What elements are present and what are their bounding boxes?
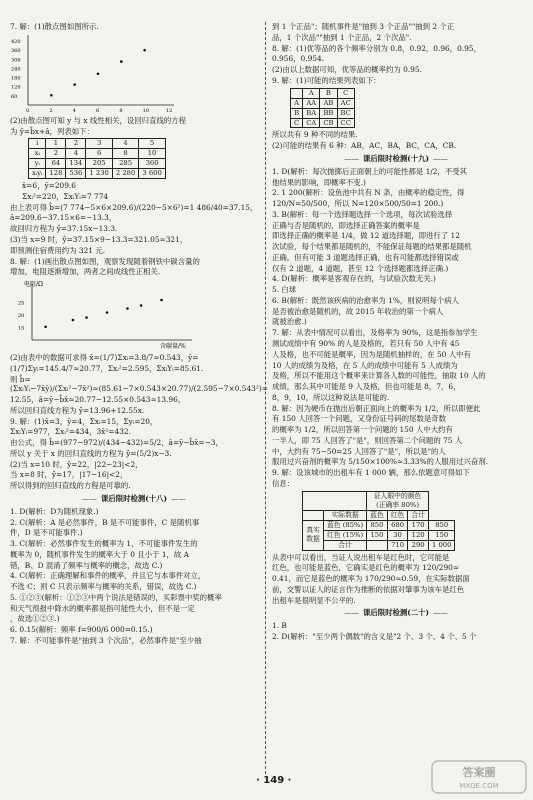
answer-line: 红色，也可能是蓝色，它确实是红色的概率为 120/290≈ <box>272 563 460 573</box>
table-cell: xᵢ <box>29 149 46 159</box>
q7-line: (2)由散点图可知 y 与 x 线性相关，设回归直线的方程 <box>10 115 187 125</box>
answer-line: ，故选①②③.) <box>10 614 60 624</box>
table-cell: 红色 (15%) <box>324 530 367 540</box>
answer-line: 2. D(解析："至少两个偶数"的含义是"2 个、3 个、4 个、5 个 <box>272 631 477 641</box>
answer-line: (2)可能的结果有 6 种：AB，AC，BA，BC，CA，CB. <box>272 141 457 151</box>
witness-subhead: (正确率 80%) <box>376 500 420 509</box>
table-cell: 850 <box>428 520 454 530</box>
table-cell: 850 <box>367 520 388 530</box>
table-cell <box>291 88 303 98</box>
right-column <box>272 22 520 643</box>
table-cell: CB <box>320 118 337 128</box>
table-cell: i <box>29 139 46 149</box>
answer-line: 8. 解：(1)优等品的各个频率分别为 0.8，0.92，0.96，0.95， <box>272 43 481 53</box>
y-tick-label: 420 <box>11 38 21 45</box>
watermark-logo-icon <box>431 760 527 794</box>
table-row <box>303 540 455 550</box>
answer-line: 9. 解：设该城市的出租车有 1 000 辆，那么依题意可得如下 <box>272 468 470 478</box>
section-19-q9 <box>272 468 520 489</box>
answer-line: 及格，所以不能用这个概率来计算各人数的可能性，抽取 10 人的 <box>272 371 486 381</box>
table-cell: 285 <box>112 159 138 169</box>
answer-line: 正确，但有可能 3 道题选择正确，也有可能都选择错误或 <box>272 252 459 262</box>
table-cell: C <box>291 118 303 128</box>
answer-line: 的概率为 1/2，所以回答第一个问题的 150 人中大约有 <box>272 425 453 435</box>
data-point <box>120 60 123 63</box>
table-cell: A <box>291 98 303 108</box>
table-cell: 蓝色 (85%) <box>324 520 367 530</box>
table-cell: 2 280 <box>112 169 138 179</box>
table-cell <box>303 510 324 520</box>
q7-calc: 即预测住宿费用约为 321 元. <box>10 245 106 255</box>
section-20-answers <box>272 621 520 642</box>
y-tick-label: 25 <box>18 300 25 307</box>
answer-line: 8，9，10，所以这种说法是可能的. <box>272 392 390 402</box>
q8-line: 8. 解：(1)画出散点图如图，观察发现随着钢铁中碳含量的 <box>10 256 200 266</box>
x-tick-label: 12 <box>166 107 173 114</box>
table-cell: 205 <box>86 159 112 169</box>
answer-line: 不选 C；则 C 只表示频率与概率的关系，错误，故选 C.) <box>10 582 197 592</box>
y-tick-label: 360 <box>11 47 21 54</box>
table-cell: 134 <box>66 159 86 169</box>
q7-calc: x̄=6，ȳ=209.6 <box>22 181 76 191</box>
q8-line: 所以回归直线方程为 ŷ=13.96+12.55x. <box>10 405 145 415</box>
table-cell <box>367 491 429 510</box>
table-cell: 30 <box>387 530 408 540</box>
answer-line: 前，交警以证人的证言作为推断的依据对肇事为该车是红色 <box>272 584 465 594</box>
svg-text:MXQE.COM: MXQE.COM <box>459 782 499 790</box>
scatter-chart-q7 <box>10 33 258 115</box>
y-tick-label: 180 <box>11 75 21 82</box>
table-cell: 1 000 <box>428 540 454 550</box>
q7-calc: 由上表可得 b̂=(7 774−5×6×209.6)/(220−5×6²)=1 486/40=37.15， <box>10 202 258 212</box>
x-tick-label: 6 <box>96 107 100 114</box>
answer-line: 错，B、D 混淆了频率与概率的概念，故选 C.) <box>10 560 163 570</box>
answer-line: 概率为 0，随机事件发生的概率大于 0 且小于 1，故 A <box>10 549 190 559</box>
table-cell: 真实数据 <box>303 520 324 550</box>
y-tick-label: 20 <box>18 313 25 320</box>
section-18-answers <box>10 507 258 646</box>
table-cell: C <box>337 88 354 98</box>
table-cell: 4 <box>66 149 86 159</box>
table-cell: 3 <box>86 139 112 149</box>
x-tick-label: 2 <box>49 107 53 114</box>
answer-line: 次试验，每个结果都是随机的，不能保证每题的结果都是随机 <box>272 242 472 252</box>
answer-line: 0.41，而它是蓝色的概率为 170/290≈0.59，在实际数据面 <box>272 574 470 584</box>
answer-line: 2. C(解析：A 是必然事件，B 是不可能事件，C 是随机事 <box>10 517 200 527</box>
section-19-answers <box>272 167 520 403</box>
scatter-plot-q8 <box>10 278 210 352</box>
y-tick-label: 240 <box>11 66 21 73</box>
answer-line: 仅有 2 道题，4 道题，甚至 12 个选择题都选择正确.) <box>272 263 449 273</box>
answer-line: 即选择正确的概率是 1/4，做 12 道选择题，即进行了 12 <box>272 231 460 241</box>
answer-line: 成绩，那么其中可能是 9 人及格，但也可能是 8，7，6， <box>272 382 461 392</box>
q9-line: 所以 y 关于 x 的回归直线的方程为 ŷ=(5/2)x−3. <box>10 448 172 458</box>
answer-line: 8. 解：因为硬币在抛出后朝正面向上的概率为 1/2，所以即便此 <box>272 403 481 413</box>
x-tick-label: 0 <box>26 107 30 114</box>
table-cell: 2 <box>46 149 66 159</box>
table-cell: A <box>303 88 320 98</box>
table-cell: yᵢ <box>29 159 46 169</box>
data-point <box>126 307 129 310</box>
data-point <box>44 326 47 329</box>
q8-line: (1/7)Σyᵢ=145.4/7≈20.77，Σxᵢ²=2.595，ΣxᵢYᵢ=85.61. <box>10 363 204 373</box>
answer-line: 9. 解：(1)可能的结果列表如下： <box>272 75 381 85</box>
table-row <box>291 118 355 128</box>
q7-calc: (3)当 x=9 时，ŷ=37.15×9−13.3=321.05≈321， <box>10 235 188 244</box>
data-point <box>106 311 109 314</box>
data-point <box>160 299 163 302</box>
table-cell: 536 <box>66 169 86 179</box>
table-cell: 合计 <box>324 540 367 550</box>
scatter-chart-q8 <box>10 278 258 352</box>
witness-conclusion <box>272 553 520 606</box>
q7-calc: â=209.6−37.15×6=−13.3， <box>10 213 117 223</box>
scatter-plot-q7 <box>10 33 180 115</box>
answer-line: 3. B(解析：每一个选择题选择一个选项，每次试验选择 <box>272 209 453 219</box>
table-cell: 290 <box>408 540 429 550</box>
table-cell: AA <box>303 98 320 108</box>
answer-line: 他结果的影响，即概率不变.) <box>272 177 366 187</box>
x-tick-label: 10 <box>142 107 150 114</box>
answer-line: 正确与否是随机的，即选择正确答案的概率是 <box>272 220 420 230</box>
q8-line: (2)由表中的数据可求得 x̄=(1/7)Σxᵢ=3.8/7≈0.543，ȳ= <box>10 353 199 363</box>
answer-line: 件，D 是不可能事件.) <box>10 528 83 538</box>
left-column <box>10 22 268 647</box>
answer-line: 到 1 个正品"；随机事件是"抽到 3 个正品""抽到 2 个正 <box>272 22 455 31</box>
table-row <box>291 88 355 98</box>
table-cell: AB <box>320 98 337 108</box>
y-tick-label: 60 <box>11 93 18 100</box>
answer-line: 一半人，即 75 人回答了"是"，则回答第二个问题的 75 人 <box>272 435 463 445</box>
table-row <box>29 149 166 159</box>
answer-line: 有 150 人回答一个问题，又身份证号码的尾数是奇数 <box>272 414 447 424</box>
q8-line: 增加，电阻逐渐增加，两者之间成线性正相关. <box>10 267 161 277</box>
table-cell: BC <box>337 108 354 118</box>
answer-line: (2)由以上数据可知，优等品的概率约为 0.95. <box>272 65 422 75</box>
table-cell: 红色 <box>387 510 408 520</box>
answer-line: 10 人的成绩为及格，在 5 人的成绩中可能有 5 人成绩为 <box>272 360 458 370</box>
answer-line: 服用过兴奋剂的概率为 5/150×100%≈3.33%的人服用过兴奋剂. <box>272 457 489 467</box>
table-row <box>291 98 355 108</box>
table-cell: 6 <box>86 149 112 159</box>
q7-calc: 故回归方程为 ŷ=37.15x−13.3. <box>10 224 118 234</box>
q7-data-table <box>28 138 166 179</box>
table-cell: 170 <box>408 520 429 530</box>
q9-line: ΣxᵢYᵢ=977，Σxᵢ²=434，3x̄²=432. <box>10 427 131 437</box>
section-heading-18: —— 课后限时检测(十八) —— <box>10 494 258 504</box>
answer-line: 2. 1 200(解析：设鱼池中共有 N 条，由概率的稳定性，得 <box>272 188 465 198</box>
table-cell: B <box>291 108 303 118</box>
data-point <box>143 49 146 52</box>
answer-line: 6. B(解析：既然该疾病的治愈率为 1%，则说明每个病人 <box>272 295 459 305</box>
answer-line: 7. 解：从表中情况可以看出，及格率为 90%，这是指参加学生 <box>272 328 478 338</box>
q9-line: 当 x=8 时，ŷ=17，|17−16|<2， <box>10 470 128 480</box>
svg-text:答案圈: 答案圈 <box>462 766 496 779</box>
table-cell: 8 <box>112 149 138 159</box>
witness-head: 证人眼中的颜色 <box>373 491 422 500</box>
answer-line: 4. C(解析：正确理解和事件的概率，并且它与本事件对立， <box>10 571 206 581</box>
y-tick-label: 120 <box>11 84 21 91</box>
table-cell: 120 <box>408 530 429 540</box>
y-tick-label: 300 <box>11 57 21 64</box>
table-cell: 680 <box>387 520 408 530</box>
table-row <box>303 510 455 520</box>
answer-line: 120/N=50/500，所以 N=120×500/50=1 200.) <box>272 199 444 209</box>
x-tick-label: 4 <box>72 107 76 114</box>
answer-line: 人及格，也不可能是概率，因为是随机抽样的，在 50 人中有 <box>272 349 471 359</box>
answer-line: 0.956，0.954. <box>272 54 325 64</box>
table-cell: 2 <box>66 139 86 149</box>
answer-line: 1. D(解析：D为随机现象.) <box>10 506 99 516</box>
q8-line: 则 b̂=(ΣxᵢYᵢ−7x̄ȳ)/(Σxᵢ²−7x̄²)≈(85.61−7×0.543×20.77)/(2.595−7×0.543²)≈ <box>10 374 268 394</box>
data-point <box>72 319 75 322</box>
table-cell: 实际数据 <box>324 510 367 520</box>
q7-line: 7. 解：(1)散点图如图所示. <box>10 22 99 31</box>
table-cell: 蓝色 <box>367 510 388 520</box>
y-tick-label: 15 <box>18 325 25 332</box>
answer-line: 1. B <box>272 621 287 631</box>
data-point <box>85 316 88 319</box>
table-cell: 10 <box>139 149 165 159</box>
answer-line: 从表中可以看出，当证人说出租车是红色时，它可能是 <box>272 552 450 562</box>
table-cell: 1 <box>46 139 66 149</box>
q8-x-label: 含碳量/% <box>160 343 186 351</box>
q9-line: 所以得到的回归直线的方程是可靠的. <box>10 481 131 491</box>
table-cell: 710 <box>387 540 408 550</box>
answer-line: 1. D(解析：每次抛掷后正面朝上的可能性都是 1/2，不受其 <box>272 166 468 176</box>
answer-line: 出租车是很明显不公平的. <box>272 595 356 605</box>
table-row <box>29 159 166 169</box>
answer-line: 7. 解：不可能事件是"抽到 3 个次品"，必然事件是"至少抽 <box>10 635 202 645</box>
table-cell: 3 600 <box>139 169 165 179</box>
table-cell: 150 <box>367 530 388 540</box>
table-cell <box>367 540 388 550</box>
answer-line: 中，大约有 75−50=25 人回答了"是"，所以是"的人 <box>272 446 446 456</box>
answer-line: 测试成绩中有 90% 的人是及格的，若只有 50 人中有 45 <box>272 339 460 349</box>
table-cell: BB <box>320 108 337 118</box>
answer-line: 6. 0.15(解析：频率 f=900/6 000=0.15.) <box>10 625 153 635</box>
table-cell <box>303 491 367 510</box>
table-cell: 64 <box>46 159 66 169</box>
witness-table <box>302 491 455 551</box>
column-divider <box>265 22 266 774</box>
q9-line: (2)当 x=10 时，ŷ=22，|22−23|<2， <box>10 459 143 469</box>
table-cell: 150 <box>428 530 454 540</box>
q8-y-label: 电阻/Ω <box>24 281 43 289</box>
section-heading-19: —— 课后限时检测(十九) —— <box>272 154 520 164</box>
table-row <box>303 491 455 510</box>
table-row <box>303 530 455 540</box>
answer-line: 所以共有 9 种不同的结果. <box>272 130 358 140</box>
answer-line: 信息： <box>272 478 295 488</box>
table-cell: 128 <box>46 169 66 179</box>
answer-line: 品，1 个次品""抽到 1 个正品，2 个次品". <box>272 32 412 42</box>
data-point <box>73 83 76 86</box>
answer-line: 5. ①②③(解析：①②③中两个说法是错误的，买彩票中奖的概率 <box>10 592 222 602</box>
section-heading-20: —— 课后限时检测(二十) —— <box>272 608 520 618</box>
table-cell: 4 <box>112 139 138 149</box>
right-top-block <box>272 22 520 86</box>
q9-line: 由公式，得 b̂=(977−972)/(434−432)=5/2，â=ȳ−b̂x̄=−3， <box>10 438 223 448</box>
table-cell: BA <box>303 108 320 118</box>
q7-calc: Σxᵢ²=220，ΣxᵢYᵢ=7 774 <box>22 191 109 201</box>
q9-line: 9. 解：(1)x̄=3，ȳ=4，Σxᵢ=15，Σyᵢ=20， <box>10 416 158 426</box>
right-mid-block <box>272 130 520 151</box>
q7-line: 为 ŷ=b̂x+â，列表如下： <box>10 126 94 136</box>
q8-line: 12.55，â=ȳ−b̂x̄≈20.77−12.55×0.543≈13.96， <box>10 395 186 405</box>
table-cell: xᵢyᵢ <box>29 169 46 179</box>
answer-line: 5. 白球 <box>272 285 297 295</box>
data-point <box>140 304 143 307</box>
table-cell: B <box>320 88 337 98</box>
table-row <box>29 169 166 179</box>
table-cell: CC <box>337 118 354 128</box>
answer-line: 和天气预报中降水的概率都是指可能性大小，但不是一定 <box>10 603 195 613</box>
page-number: · 149 · <box>256 775 292 786</box>
table-cell: 5 <box>139 139 165 149</box>
answer-line: 就被治愈.) <box>272 317 307 327</box>
table-row <box>29 139 166 149</box>
table-cell: CA <box>303 118 320 128</box>
outcome-table <box>290 88 355 129</box>
data-point <box>50 94 53 97</box>
table-cell: 360 <box>139 159 165 169</box>
answer-line: 3. C(解析：必然事件发生的概率为 1，不可能事件发生的 <box>10 539 198 549</box>
table-cell: 1 230 <box>86 169 112 179</box>
section-19-q8 <box>272 404 520 468</box>
answer-line: 4. D(解析：概率是客观存在的，与试验次数无关.) <box>272 274 436 284</box>
data-point <box>97 72 100 75</box>
x-tick-label: 8 <box>119 107 123 114</box>
table-cell: 合计 <box>408 510 429 520</box>
table-row <box>303 520 455 530</box>
table-cell: AC <box>337 98 354 108</box>
answer-line: 是否被治愈是随机的，故 2015 年收治的第一个病人 <box>272 306 444 316</box>
table-row <box>291 108 355 118</box>
